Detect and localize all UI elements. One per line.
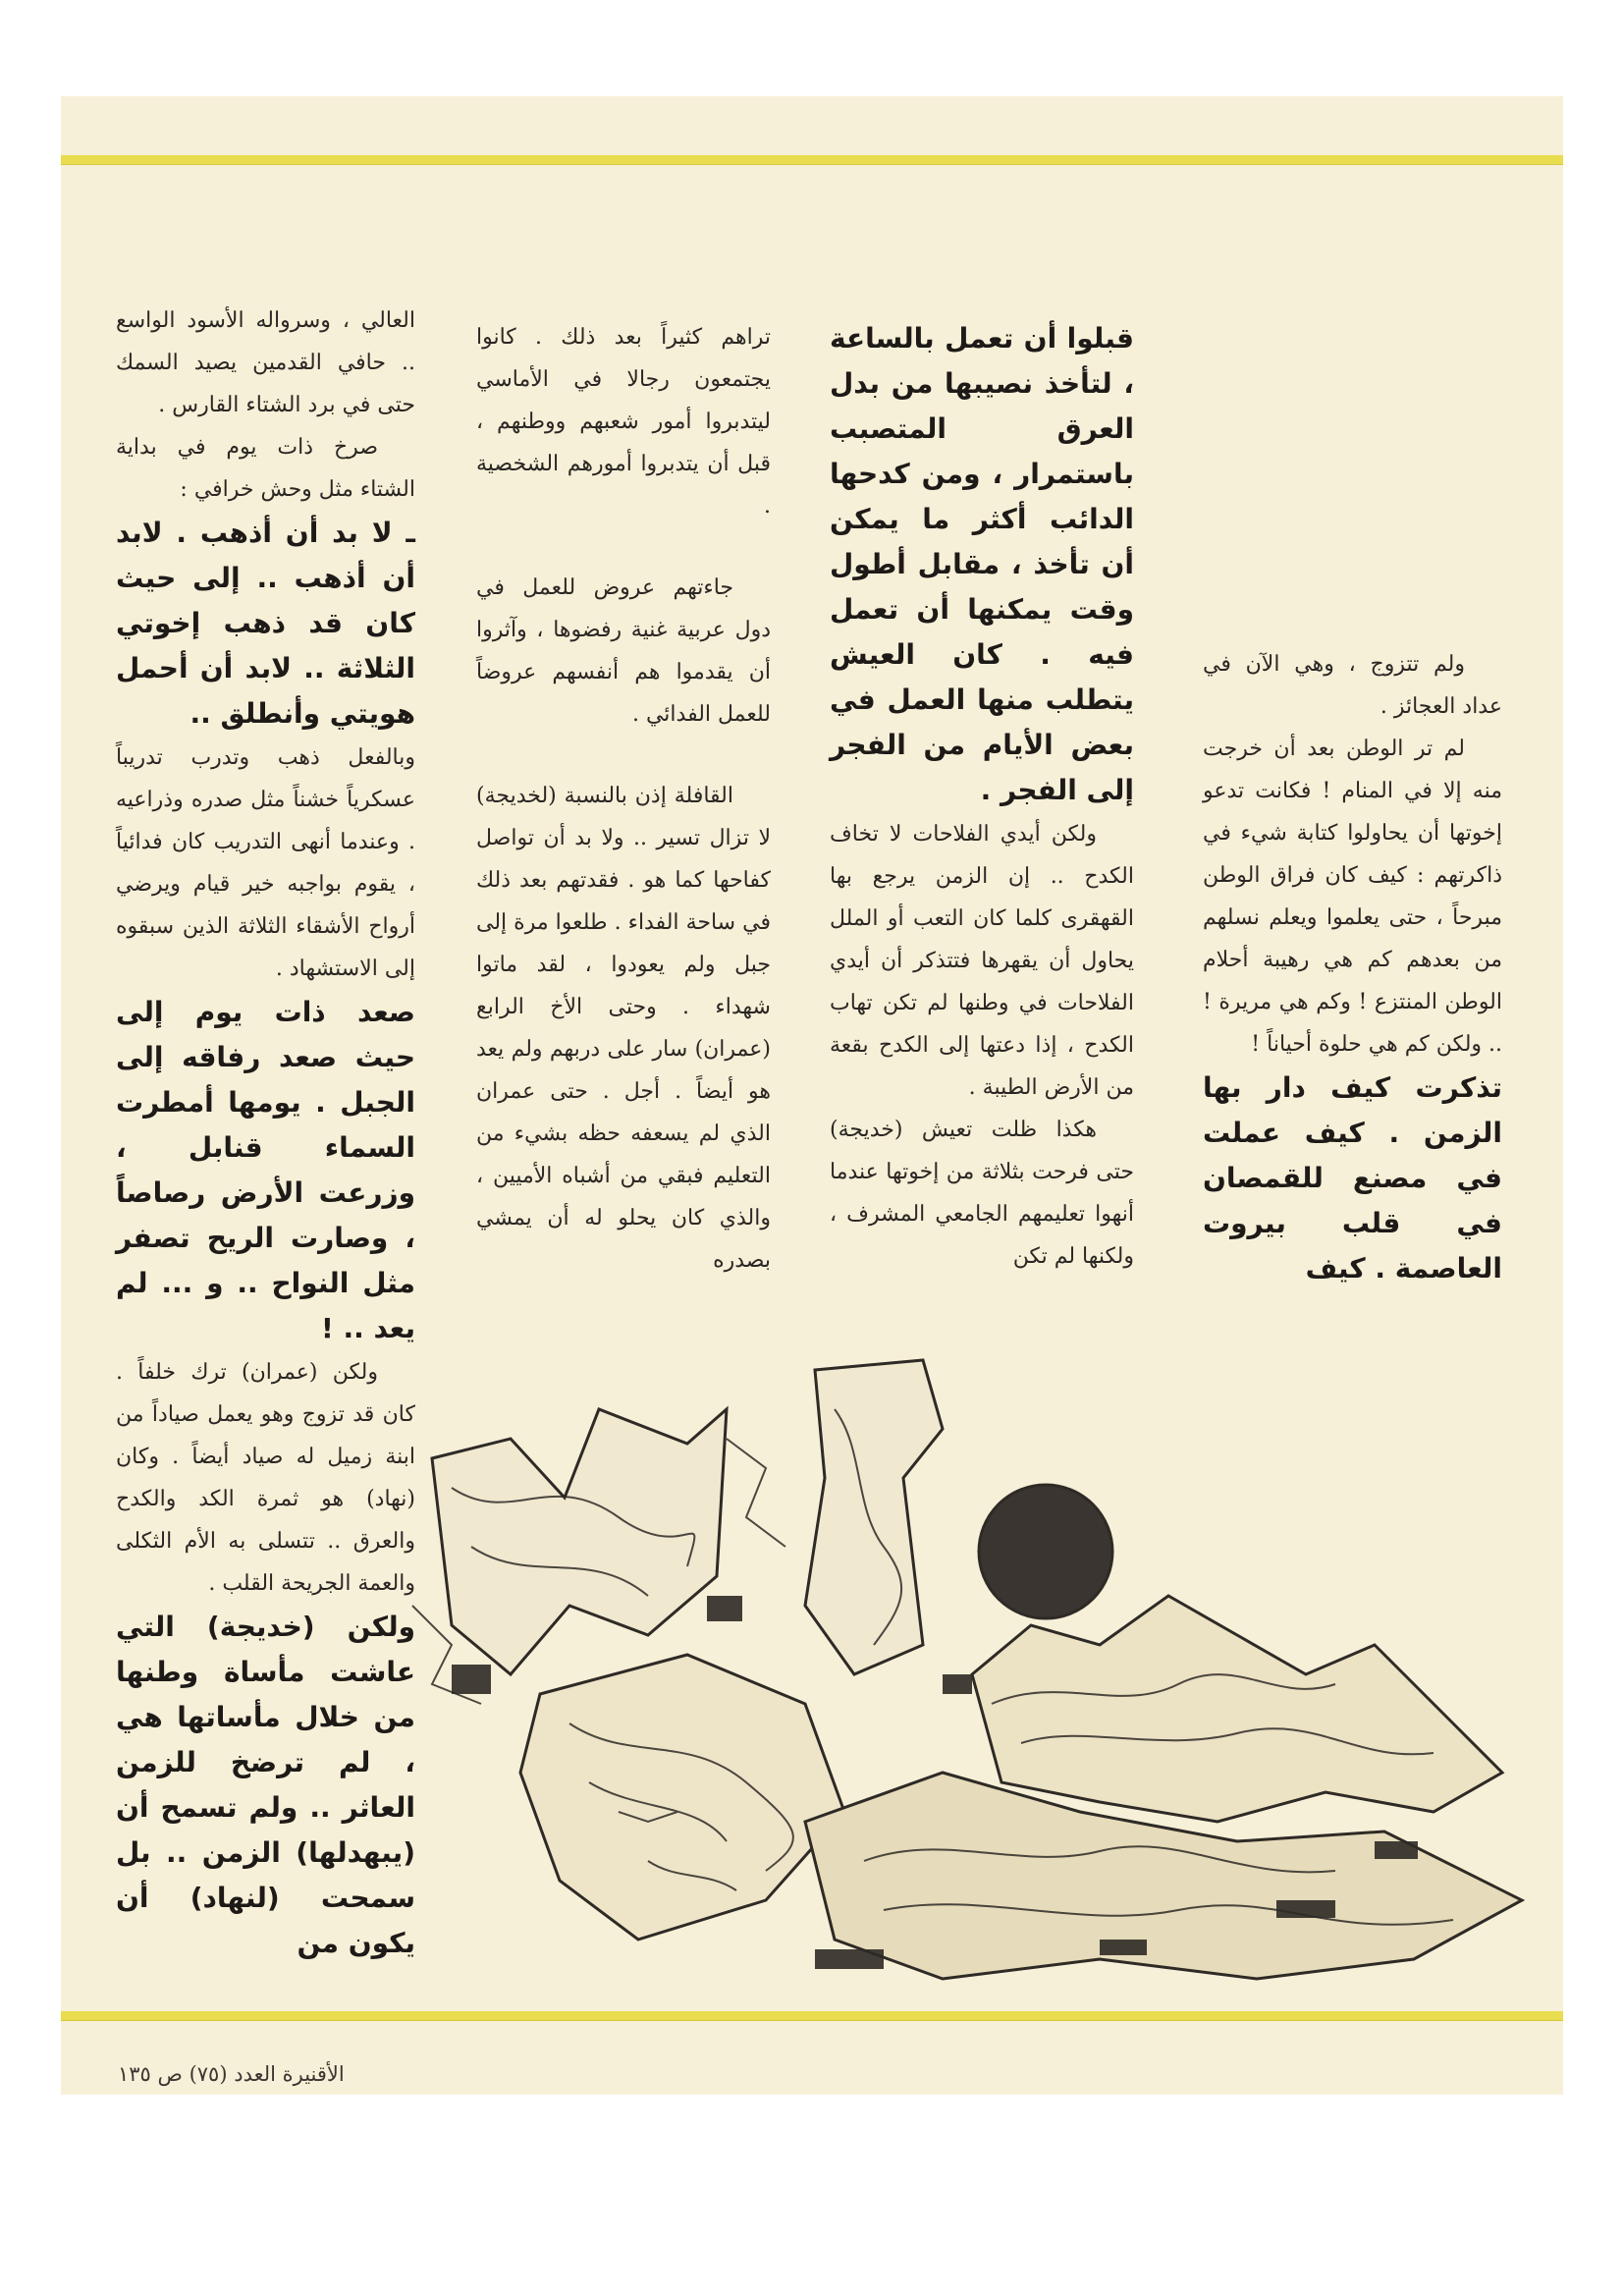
col4-para-6: ولكن (عمران) ترك خلفاً . كان قد تزوج وهو يعمل صياداً من ابنة زميل له صياد أيضاً . وكان (نهاد) هو ثمرة الكد والكدح والعرق .. تتسلى به الأم الثكلى والعمة الجريحة القلب .	[116, 1360, 415, 1596]
rock-left-icon	[432, 1409, 727, 1674]
face-block-icon	[520, 1655, 844, 1940]
col3-spacer-2	[476, 736, 771, 775]
col4-para-1: العالي ، وسرواله الأسود الواسع .. حافي القدمين يصيد السمك حتى في برد الشتاء القارس .	[116, 308, 415, 417]
column-1	[1203, 643, 1502, 1291]
col4-para-5: صعد ذات يوم إلى حيث صعد رفاقه إلى الجبل . يومها أمطرت السماء قنابل ، وزرعت الأرض رصاصاً ، وصارت الريح تصفر مثل النواح .. و ... لم يعد .. !	[116, 996, 415, 1344]
column-2	[830, 316, 1134, 1278]
col3-para-2: جاءتهم عروض للعمل في دول عربية غنية رفضوها ، وآثروا أن يقدموا هم أنفسهم عروضاً للعمل الفدائي .	[476, 575, 771, 727]
col3-para-1: تراهم كثيراً بعد ذلك . كانوا يجتمعون رجالا في الأماسي ليتدبروا أمور شعبهم ووطنهم ، قبل أن يتدبروا أمورهم الشخصية .	[476, 325, 771, 519]
col1-para-1: ولم تتزوج ، وهي الآن في عداد العجائز .	[1203, 652, 1502, 719]
sun-icon	[979, 1485, 1112, 1618]
col4-para-2: صرخ ذات يوم في بداية الشتاء مثل وحش خرافي :	[116, 435, 415, 502]
column-4	[116, 300, 415, 1966]
col4-para-3: ـ لا بد أن أذهب . لابد أن أذهب .. إلى حيث كان قد ذهب إخوتي الثلاثة .. لابد أن أحمل هويتي وأنطلق ..	[116, 517, 415, 730]
col4-para-7: ولكن (خديجة) التي عاشت مأساة وطنها من خلال مأساتها هي ، لم ترضخ للزمن العاثر .. ولم تسمح أن (يبهدلها) الزمن .. بل سمحت (لنهاد) أن يكون من	[116, 1611, 415, 1959]
col4-para-4: وبالفعل ذهب وتدرب تدريباً عسكرياً خشناً مثل صدره وذراعيه . وعندما أنهى التدريب كان فدائياً ، يقوم بواجبه خير قيام ويرضي أرواح الأشقاء الثلاثة الذين سبقوه إلى الاستشهاد .	[116, 745, 415, 981]
crags-right-icon	[972, 1596, 1502, 1822]
ink-illustration	[393, 1350, 1551, 1998]
column-3	[476, 316, 771, 1282]
col2-para-2: ولكن أيدي الفلاحات لا تخاف الكدح .. إن الزمن يرجع بها القهقرى كلما كان التعب أو الملل يحاول أن يقهرها فتتذكر أن أيدي الفلاحات في وطنها لم تكن تهاب الكدح ، إذا دعتها إلى الكدح بقعة من الأرض الطيبة .	[830, 822, 1134, 1100]
col2-para-3: هكذا ظلت تعيش (خديجة) حتى فرحت بثلاثة من إخوتها عندما أنهوا تعليمهم الجامعي المشرف ، ولكنها لم تكن	[830, 1118, 1134, 1269]
rock-tower-icon	[805, 1360, 943, 1674]
col2-para-1: قبلوا أن تعمل بالساعة ، لتأخذ نصيبها من بدل العرق المتصبب باستمرار ، ومن كدحها الدائب أكثر ما يمكن أن تأخذ ، مقابل أطول وقت يمكنها أن تعمل فيه . كان العيش يتطلب منها العمل في بعض الأيام من الفجر إلى الفجر .	[830, 322, 1134, 806]
col1-para-3: تذكرت كيف دار بها الزمن . كيف عملت في مصنع للقمصان في قلب بيروت العاصمة . كيف	[1203, 1071, 1502, 1285]
col3-para-3: القافلة إذن بالنسبة (لخديجة) لا تزال تسير .. ولا بد أن تواصل كفاحها كما هو . فقدتهم بعد ذلك في ساحة الفداء . طلعوا مرة إلى جبل ولم يعودوا ، لقد ماتوا شهداء . وحتى الأخ الرابع (عمران) سار على دربهم ولم يعد هو أيضاً . أجل . حتى عمران الذي لم يسعفه حظه بشيء من التعليم فبقي من أشباه الأميين ، والذي كان يحلو له أن يمشي بصدره	[476, 784, 771, 1273]
col1-para-2: لم تر الوطن بعد أن خرجت منه إلا في المنام ! فكانت تدعو إخوتها أن يحاولوا كتابة شيء في ذاكرتهم : كيف كان فراق الوطن مبرحاً ، حتى يعلموا ويعلم نسلهم من بعدهم كم هي رهيبة أحلام الوطن المنتزع ! وكم هي مريرة ! .. ولكن كم هي حلوة أحياناً !	[1203, 737, 1502, 1057]
bottom-rule	[61, 2011, 1563, 2020]
page-footer: الأقنيرة العدد (٧٥) ص ١٣٥	[118, 2062, 345, 2086]
col3-spacer-1	[476, 527, 771, 567]
top-rule	[61, 155, 1563, 164]
